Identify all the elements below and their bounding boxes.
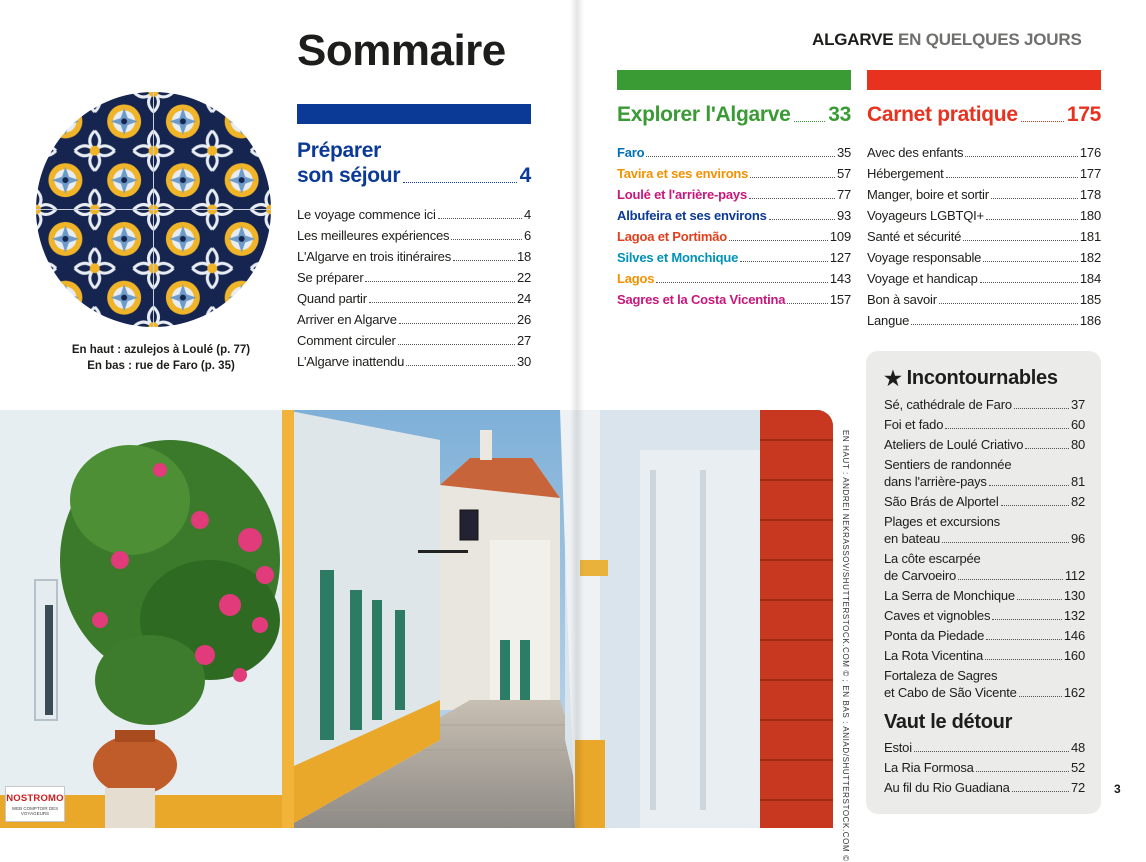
highlights-heading xyxy=(884,366,1058,391)
section-color-bar-carnet xyxy=(867,70,1101,90)
toc-entry[interactable] xyxy=(867,271,1101,292)
highlight-entry[interactable] xyxy=(884,607,1085,624)
toc-entry-label: Se préparer xyxy=(297,270,364,285)
leader-dots xyxy=(399,323,515,324)
section-page-carnet: 175 xyxy=(1066,103,1101,126)
logo-text: NOSTROMO xyxy=(6,793,64,804)
leader-dots xyxy=(749,198,835,199)
toc-entry[interactable] xyxy=(297,354,531,375)
highlight-entry-label: Estoi xyxy=(884,740,912,755)
toc-entry-page: 24 xyxy=(516,291,531,306)
leader-dots xyxy=(965,156,1078,157)
caption-line-bottom: En bas : rue de Faro (p. 35) xyxy=(87,360,235,372)
toc-entry-label: Avec des enfants xyxy=(867,145,964,160)
highlight-entry-page: 146 xyxy=(1063,628,1085,643)
toc-entry-page: 177 xyxy=(1079,166,1101,181)
toc-explorer-list xyxy=(617,145,851,313)
highlight-entry-page: 81 xyxy=(1070,474,1085,489)
leader-dots xyxy=(656,282,828,283)
highlight-entry-page: 37 xyxy=(1070,397,1085,412)
highlight-entry-label: de Carvoeiro xyxy=(884,568,957,583)
toc-entry-page: 18 xyxy=(516,249,531,264)
leader-dots xyxy=(794,121,826,122)
leader-dots xyxy=(963,240,1078,241)
toc-entry-page: 184 xyxy=(1079,271,1101,286)
leader-dots xyxy=(1017,599,1062,600)
logo-subtext: WEB COMPTOIR DES VOYAGEURS xyxy=(11,806,59,816)
toc-entry-page: 181 xyxy=(1079,229,1101,244)
highlight-entry-label: Au fil du Rio Guadiana xyxy=(884,780,1010,795)
leader-dots xyxy=(646,156,835,157)
highlight-entry[interactable] xyxy=(884,587,1085,604)
section-title-explorer[interactable] xyxy=(617,103,851,127)
running-header-subtitle: EN QUELQUES JOURS xyxy=(897,30,1082,49)
toc-carnet-list xyxy=(867,145,1101,334)
leader-dots xyxy=(398,344,515,345)
nostromo-logo xyxy=(5,786,65,822)
toc-entry-label: Tavira et ses environs xyxy=(617,166,749,181)
toc-entry-page: 180 xyxy=(1079,208,1101,223)
leader-dots xyxy=(989,485,1069,486)
highlight-entry[interactable] xyxy=(884,667,1085,701)
toc-entry[interactable] xyxy=(617,271,851,292)
star-icon: ★ xyxy=(884,368,902,390)
leader-dots xyxy=(740,261,828,262)
leader-dots xyxy=(769,219,835,220)
toc-entry[interactable] xyxy=(867,313,1101,334)
highlight-entry-label: Sentiers de randonnée xyxy=(884,457,1012,472)
highlights-list xyxy=(884,396,1085,704)
leader-dots xyxy=(787,303,828,304)
highlight-entry-label: Caves et vignobles xyxy=(884,608,991,623)
book-spine xyxy=(570,0,584,828)
toc-entry[interactable] xyxy=(297,270,531,291)
toc-entry-label: Silves et Monchique xyxy=(617,250,739,265)
toc-entry-label: Voyageurs LGBTQI+ xyxy=(867,208,984,223)
toc-entry-page: 186 xyxy=(1079,313,1101,328)
leader-dots xyxy=(729,240,828,241)
leader-dots xyxy=(1012,791,1069,792)
leader-dots xyxy=(911,324,1078,325)
highlight-entry-label: São Brás de Alportel xyxy=(884,494,999,509)
leader-dots xyxy=(985,659,1062,660)
toc-entry-label: Quand partir xyxy=(297,291,367,306)
toc-entry-page: 93 xyxy=(836,208,851,223)
highlight-entry-page: 162 xyxy=(1063,685,1085,700)
toc-entry[interactable] xyxy=(867,145,1101,166)
section-title-prepare-line1: Préparer xyxy=(297,139,381,162)
faro-street-photo xyxy=(0,410,833,828)
leader-dots xyxy=(1025,448,1069,449)
toc-entry[interactable] xyxy=(617,187,851,208)
leader-dots xyxy=(1001,505,1069,506)
toc-entry-label: Langue xyxy=(867,313,910,328)
leader-dots xyxy=(942,542,1069,543)
toc-entry-label: Sagres et la Costa Vicentina xyxy=(617,292,786,307)
highlight-entry-label: en bateau xyxy=(884,531,941,546)
toc-entry-page: 127 xyxy=(829,250,851,265)
leader-dots xyxy=(914,751,1069,752)
leader-dots xyxy=(1019,696,1062,697)
section-title-carnet-label: Carnet pratique xyxy=(867,103,1018,126)
toc-entry-label: Le voyage commence ici xyxy=(297,207,436,222)
leader-dots xyxy=(438,218,522,219)
toc-entry-label: Bon à savoir xyxy=(867,292,937,307)
toc-entry[interactable] xyxy=(617,166,851,187)
leader-dots xyxy=(986,219,1078,220)
leader-dots xyxy=(991,198,1078,199)
toc-entry[interactable] xyxy=(297,291,531,312)
toc-entry-page: 27 xyxy=(516,333,531,348)
leader-dots xyxy=(453,260,515,261)
toc-entry-page: 35 xyxy=(836,145,851,160)
highlight-entry[interactable] xyxy=(884,456,1085,490)
highlight-entry-label: Sé, cathédrale de Faro xyxy=(884,397,1012,412)
detour-list xyxy=(884,739,1085,799)
leader-dots xyxy=(983,261,1078,262)
highlight-entry[interactable] xyxy=(884,550,1085,584)
highlight-entry-page: 48 xyxy=(1070,740,1085,755)
toc-entry[interactable] xyxy=(867,208,1101,229)
highlight-entry-label: La Rota Vicentina xyxy=(884,648,983,663)
toc-entry-label: L'Algarve en trois itinéraires xyxy=(297,249,451,264)
toc-entry-label: Lagos xyxy=(617,271,655,286)
highlight-entry-label: Plages et excursions xyxy=(884,514,1000,529)
toc-entry[interactable] xyxy=(297,333,531,354)
highlight-entry-page: 60 xyxy=(1070,417,1085,432)
toc-entry-label: Albufeira et ses environs xyxy=(617,208,767,223)
toc-entry-label: Santé et sécurité xyxy=(867,229,962,244)
highlight-entry[interactable] xyxy=(884,493,1085,510)
highlight-entry-label: Ponta da Piedade xyxy=(884,628,985,643)
toc-entry[interactable] xyxy=(617,145,851,166)
detour-title: Vaut le détour xyxy=(884,711,1013,733)
toc-entry-label: Arriver en Algarve xyxy=(297,312,397,327)
toc-entry-page: 4 xyxy=(523,207,531,222)
leader-dots xyxy=(986,639,1062,640)
toc-entry-label: Hébergement xyxy=(867,166,944,181)
leader-dots xyxy=(406,365,515,366)
toc-entry-page: 57 xyxy=(836,166,851,181)
highlight-entry-label: Foi et fado xyxy=(884,417,944,432)
highlight-entry[interactable] xyxy=(884,779,1085,796)
page-number: 3 xyxy=(1114,782,1121,796)
leader-dots xyxy=(958,579,1063,580)
section-page-explorer: 33 xyxy=(828,103,851,126)
highlight-entry-label: dans l'arrière-pays xyxy=(884,474,987,489)
toc-entry-page: 6 xyxy=(523,228,531,243)
leader-dots xyxy=(1014,408,1069,409)
highlight-entry-label: La Serra de Monchique xyxy=(884,588,1015,603)
highlight-entry-page: 96 xyxy=(1070,531,1085,546)
toc-entry-page: 143 xyxy=(829,271,851,286)
toc-entry-label: Faro xyxy=(617,145,645,160)
caption-line-top: En haut : azulejos à Loulé (p. 77) xyxy=(71,344,251,356)
toc-entry-label: Voyage responsable xyxy=(867,250,982,265)
leader-dots xyxy=(939,303,1078,304)
toc-entry[interactable] xyxy=(867,292,1101,313)
leader-dots xyxy=(365,281,514,282)
toc-entry-page: 30 xyxy=(516,354,531,369)
photo-credit-text: EN HAUT : ANDREI NEKRASSOV/SHUTTERSTOCK.COM © ; EN BAS : ANIAD/SHUTTERSTOCK.COM © xyxy=(841,430,850,862)
toc-entry[interactable] xyxy=(867,187,1101,208)
toc-entry-label: Manger, boire et sortir xyxy=(867,187,989,202)
photo-credit xyxy=(838,430,852,862)
highlight-entry-label: La Ria Formosa xyxy=(884,760,974,775)
toc-entry[interactable] xyxy=(867,166,1101,187)
highlight-entry-label: et Cabo de São Vicente xyxy=(884,685,1017,700)
toc-entry-page: 178 xyxy=(1079,187,1101,202)
highlight-entry-page: 80 xyxy=(1070,437,1085,452)
toc-entry-page: 26 xyxy=(516,312,531,327)
toc-entry[interactable] xyxy=(617,229,851,250)
running-header-region: ALGARVE xyxy=(812,30,894,49)
highlight-entry-label: Ateliers de Loulé Criativo xyxy=(884,437,1024,452)
toc-entry-label: Lagoa et Portimão xyxy=(617,229,728,244)
highlight-entry-page: 112 xyxy=(1064,568,1085,583)
leader-dots xyxy=(980,282,1078,283)
leader-dots xyxy=(945,428,1069,429)
section-title-prepare[interactable] xyxy=(297,138,531,188)
highlight-entry-page: 52 xyxy=(1070,760,1085,775)
section-color-bar-prepare xyxy=(297,104,531,124)
image-caption xyxy=(36,342,286,374)
toc-entry[interactable] xyxy=(297,207,531,228)
toc-entry-label: Comment circuler xyxy=(297,333,396,348)
toc-entry[interactable] xyxy=(297,249,531,270)
page-title: Sommaire xyxy=(297,26,506,75)
highlight-entry-label: Fortaleza de Sagres xyxy=(884,668,998,683)
highlight-entry[interactable] xyxy=(884,647,1085,664)
highlight-entry[interactable] xyxy=(884,436,1085,453)
highlight-entry-page: 160 xyxy=(1063,648,1085,663)
toc-entry-page: 176 xyxy=(1079,145,1101,160)
section-title-carnet[interactable] xyxy=(867,103,1101,127)
toc-entry-page: 182 xyxy=(1079,250,1101,265)
running-header xyxy=(812,30,1082,50)
highlight-entry-page: 72 xyxy=(1070,780,1085,795)
section-title-explorer-label: Explorer l'Algarve xyxy=(617,103,791,126)
toc-entry[interactable] xyxy=(617,250,851,271)
highlight-entry-page: 132 xyxy=(1063,608,1085,623)
toc-entry[interactable] xyxy=(867,250,1101,271)
leader-dots xyxy=(946,177,1078,178)
section-page-prepare: 4 xyxy=(519,164,531,187)
toc-entry-page: 157 xyxy=(829,292,851,307)
leader-dots xyxy=(1021,121,1064,122)
highlight-entry-page: 82 xyxy=(1070,494,1085,509)
toc-entry-page: 185 xyxy=(1079,292,1101,307)
highlight-entry[interactable] xyxy=(884,396,1085,413)
highlight-entry[interactable] xyxy=(884,627,1085,644)
highlight-entry[interactable] xyxy=(884,759,1085,776)
leader-dots xyxy=(976,771,1069,772)
highlight-entry[interactable] xyxy=(884,416,1085,433)
leader-dots xyxy=(750,177,835,178)
highlight-entry-label: La côte escarpée xyxy=(884,551,981,566)
highlights-title: Incontournables xyxy=(906,367,1058,389)
section-title-prepare-line2: son séjour xyxy=(297,164,401,187)
leader-dots xyxy=(369,302,515,303)
toc-entry-page: 22 xyxy=(516,270,531,285)
toc-entry-label: Loulé et l'arrière-pays xyxy=(617,187,747,202)
toc-entry[interactable] xyxy=(867,229,1101,250)
toc-entry-label: Les meilleures expériences xyxy=(297,228,450,243)
toc-prepare-list xyxy=(297,207,531,375)
section-color-bar-explorer xyxy=(617,70,851,90)
toc-entry[interactable] xyxy=(297,312,531,333)
toc-entry-label: Voyage et handicap xyxy=(867,271,978,286)
azulejo-tile-image xyxy=(36,92,271,327)
toc-entry[interactable] xyxy=(297,228,531,249)
leader-dots xyxy=(403,182,516,183)
leader-dots xyxy=(992,619,1062,620)
highlight-entry[interactable] xyxy=(884,739,1085,756)
detour-heading xyxy=(884,711,1012,734)
highlight-entry-page: 130 xyxy=(1063,588,1085,603)
toc-entry[interactable] xyxy=(617,208,851,229)
highlight-entry[interactable] xyxy=(884,513,1085,547)
leader-dots xyxy=(451,239,522,240)
toc-entry-page: 109 xyxy=(829,229,851,244)
toc-entry-page: 77 xyxy=(836,187,851,202)
toc-entry[interactable] xyxy=(617,292,851,313)
toc-entry-label: L'Algarve inattendu xyxy=(297,354,405,369)
